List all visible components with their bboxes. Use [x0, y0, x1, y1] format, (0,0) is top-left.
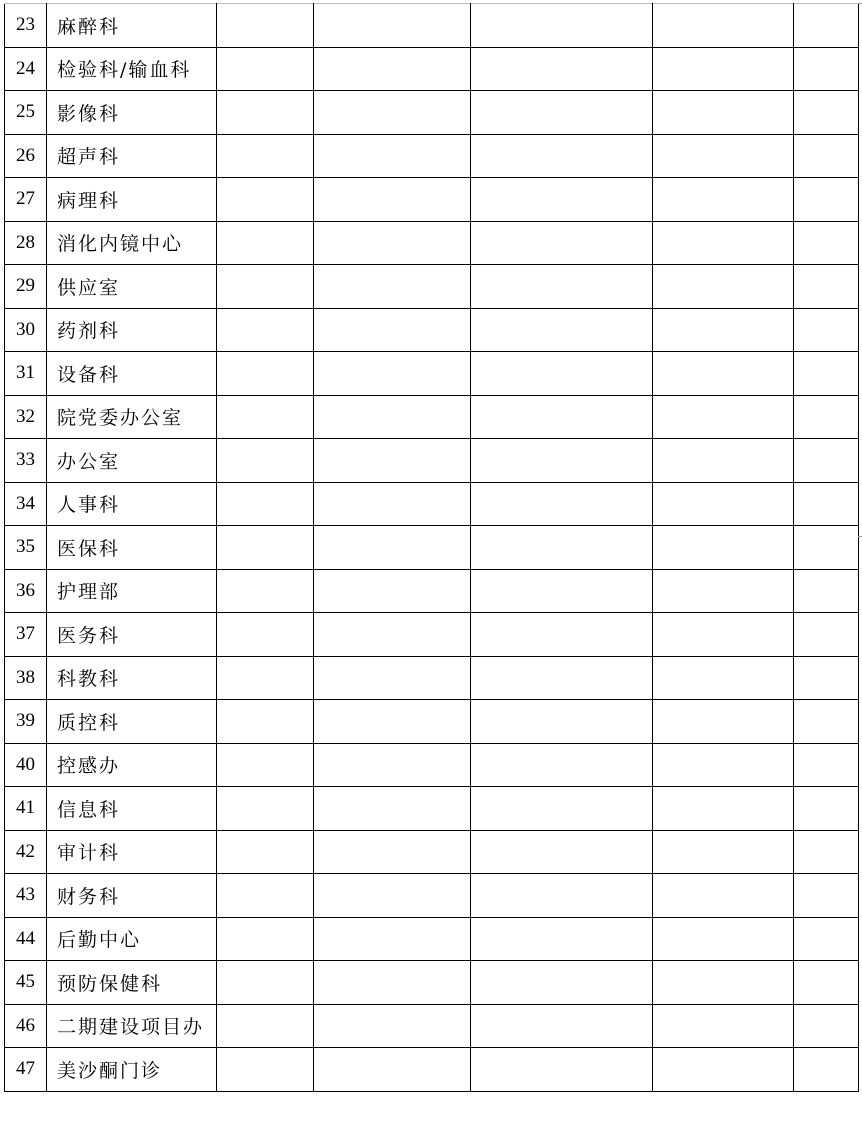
row-number-cell: 30	[5, 308, 47, 352]
empty-cell	[794, 178, 859, 222]
empty-cell	[471, 4, 653, 48]
empty-cell	[471, 1004, 653, 1048]
empty-cell	[794, 439, 859, 483]
empty-cell	[314, 265, 471, 309]
row-number-cell: 36	[5, 569, 47, 613]
empty-cell	[794, 874, 859, 918]
empty-cell	[217, 482, 314, 526]
department-name-cell: 设备科	[47, 352, 217, 396]
row-number-cell: 28	[5, 221, 47, 265]
empty-cell	[653, 395, 794, 439]
department-name-cell: 美沙酮门诊	[47, 1048, 217, 1092]
department-name-cell: 超声科	[47, 134, 217, 178]
table-row	[5, 221, 859, 265]
table-row	[5, 874, 859, 918]
department-name-cell: 影像科	[47, 91, 217, 135]
table-row	[5, 47, 859, 91]
empty-cell	[471, 482, 653, 526]
row-number-cell: 27	[5, 178, 47, 222]
row-number-cell: 40	[5, 743, 47, 787]
table-row	[5, 91, 859, 135]
row-number-cell: 44	[5, 917, 47, 961]
empty-cell	[217, 743, 314, 787]
department-name-cell: 审计科	[47, 830, 217, 874]
empty-cell	[217, 1048, 314, 1092]
empty-cell	[471, 134, 653, 178]
empty-cell	[217, 526, 314, 570]
table-row	[5, 1048, 859, 1092]
row-number-cell: 42	[5, 830, 47, 874]
department-name-cell: 护理部	[47, 569, 217, 613]
empty-cell	[794, 47, 859, 91]
empty-cell	[794, 352, 859, 396]
department-name-cell: 医保科	[47, 526, 217, 570]
empty-cell	[794, 91, 859, 135]
empty-cell	[794, 134, 859, 178]
department-name-cell: 信息科	[47, 787, 217, 831]
department-name-cell: 消化内镜中心	[47, 221, 217, 265]
empty-cell	[794, 656, 859, 700]
empty-cell	[314, 47, 471, 91]
page-edge-mark	[858, 3, 862, 4]
table-row	[5, 178, 859, 222]
department-name-cell: 科教科	[47, 656, 217, 700]
empty-cell	[217, 134, 314, 178]
table-body	[5, 4, 859, 1092]
empty-cell	[471, 91, 653, 135]
row-number-cell: 24	[5, 47, 47, 91]
empty-cell	[314, 482, 471, 526]
empty-cell	[653, 656, 794, 700]
empty-cell	[314, 134, 471, 178]
empty-cell	[217, 4, 314, 48]
empty-cell	[314, 221, 471, 265]
department-name-cell: 麻醉科	[47, 4, 217, 48]
row-number-cell: 23	[5, 4, 47, 48]
empty-cell	[217, 961, 314, 1005]
row-number-cell: 38	[5, 656, 47, 700]
empty-cell	[314, 656, 471, 700]
empty-cell	[653, 830, 794, 874]
row-number-cell: 33	[5, 439, 47, 483]
empty-cell	[314, 352, 471, 396]
table-row	[5, 613, 859, 657]
empty-cell	[314, 830, 471, 874]
empty-cell	[471, 743, 653, 787]
empty-cell	[471, 439, 653, 483]
empty-cell	[471, 874, 653, 918]
empty-cell	[217, 569, 314, 613]
empty-cell	[653, 613, 794, 657]
empty-cell	[314, 700, 471, 744]
table-row	[5, 352, 859, 396]
table-row	[5, 830, 859, 874]
empty-cell	[217, 352, 314, 396]
empty-cell	[653, 700, 794, 744]
empty-cell	[794, 4, 859, 48]
empty-cell	[471, 395, 653, 439]
empty-cell	[794, 308, 859, 352]
department-name-cell: 医务科	[47, 613, 217, 657]
empty-cell	[653, 47, 794, 91]
row-number-cell: 45	[5, 961, 47, 1005]
empty-cell	[314, 526, 471, 570]
empty-cell	[217, 221, 314, 265]
empty-cell	[653, 221, 794, 265]
table-row	[5, 439, 859, 483]
empty-cell	[653, 917, 794, 961]
row-number-cell: 32	[5, 395, 47, 439]
empty-cell	[653, 787, 794, 831]
empty-cell	[217, 439, 314, 483]
row-number-cell: 35	[5, 526, 47, 570]
empty-cell	[314, 917, 471, 961]
table-row	[5, 656, 859, 700]
empty-cell	[314, 874, 471, 918]
empty-cell	[314, 743, 471, 787]
table-row	[5, 917, 859, 961]
empty-cell	[794, 961, 859, 1005]
empty-cell	[471, 961, 653, 1005]
department-name-cell: 质控科	[47, 700, 217, 744]
empty-cell	[471, 221, 653, 265]
empty-cell	[471, 569, 653, 613]
empty-cell	[653, 526, 794, 570]
empty-cell	[471, 526, 653, 570]
department-name-cell: 后勤中心	[47, 917, 217, 961]
empty-cell	[794, 613, 859, 657]
table-row	[5, 395, 859, 439]
table-row	[5, 569, 859, 613]
department-name-cell: 人事科	[47, 482, 217, 526]
empty-cell	[217, 787, 314, 831]
empty-cell	[217, 874, 314, 918]
empty-cell	[314, 613, 471, 657]
empty-cell	[314, 787, 471, 831]
empty-cell	[314, 1048, 471, 1092]
empty-cell	[653, 961, 794, 1005]
empty-cell	[794, 395, 859, 439]
empty-cell	[314, 961, 471, 1005]
department-name-cell: 检验科/输血科	[47, 47, 217, 91]
empty-cell	[217, 830, 314, 874]
empty-cell	[471, 656, 653, 700]
department-name-cell: 药剂科	[47, 308, 217, 352]
row-number-cell: 41	[5, 787, 47, 831]
empty-cell	[653, 178, 794, 222]
empty-cell	[653, 1004, 794, 1048]
empty-cell	[794, 482, 859, 526]
empty-cell	[314, 91, 471, 135]
table-row	[5, 700, 859, 744]
empty-cell	[314, 308, 471, 352]
empty-cell	[653, 439, 794, 483]
table-row	[5, 526, 859, 570]
empty-cell	[471, 352, 653, 396]
empty-cell	[653, 743, 794, 787]
department-name-cell: 二期建设项目办	[47, 1004, 217, 1048]
empty-cell	[217, 47, 314, 91]
empty-cell	[653, 91, 794, 135]
empty-cell	[217, 700, 314, 744]
table-row	[5, 265, 859, 309]
empty-cell	[314, 395, 471, 439]
empty-cell	[471, 917, 653, 961]
empty-cell	[653, 4, 794, 48]
table-row	[5, 743, 859, 787]
empty-cell	[471, 700, 653, 744]
row-number-cell: 31	[5, 352, 47, 396]
row-number-cell: 26	[5, 134, 47, 178]
table-row	[5, 308, 859, 352]
empty-cell	[653, 569, 794, 613]
empty-cell	[794, 265, 859, 309]
empty-cell	[471, 47, 653, 91]
empty-cell	[794, 743, 859, 787]
row-number-cell: 47	[5, 1048, 47, 1092]
department-name-cell: 病理科	[47, 178, 217, 222]
empty-cell	[471, 830, 653, 874]
page-edge-mark	[858, 536, 862, 537]
empty-cell	[653, 352, 794, 396]
row-number-cell: 37	[5, 613, 47, 657]
empty-cell	[794, 917, 859, 961]
empty-cell	[794, 1048, 859, 1092]
empty-cell	[217, 613, 314, 657]
empty-cell	[314, 1004, 471, 1048]
empty-cell	[314, 569, 471, 613]
table-row	[5, 1004, 859, 1048]
table-row	[5, 482, 859, 526]
empty-cell	[653, 265, 794, 309]
empty-cell	[653, 482, 794, 526]
department-name-cell: 财务科	[47, 874, 217, 918]
table-row	[5, 4, 859, 48]
empty-cell	[471, 178, 653, 222]
empty-cell	[217, 308, 314, 352]
row-number-cell: 43	[5, 874, 47, 918]
table-row	[5, 961, 859, 1005]
empty-cell	[471, 787, 653, 831]
department-name-cell: 预防保健科	[47, 961, 217, 1005]
empty-cell	[471, 1048, 653, 1092]
empty-cell	[471, 613, 653, 657]
empty-cell	[653, 134, 794, 178]
empty-cell	[794, 830, 859, 874]
row-number-cell: 39	[5, 700, 47, 744]
empty-cell	[471, 308, 653, 352]
table-row	[5, 134, 859, 178]
empty-cell	[794, 1004, 859, 1048]
empty-cell	[314, 439, 471, 483]
empty-cell	[217, 265, 314, 309]
empty-cell	[217, 395, 314, 439]
department-name-cell: 办公室	[47, 439, 217, 483]
empty-cell	[794, 569, 859, 613]
table-row	[5, 787, 859, 831]
empty-cell	[471, 265, 653, 309]
row-number-cell: 29	[5, 265, 47, 309]
empty-cell	[217, 91, 314, 135]
department-table	[4, 3, 859, 1092]
empty-cell	[217, 1004, 314, 1048]
empty-cell	[217, 917, 314, 961]
empty-cell	[794, 221, 859, 265]
empty-cell	[794, 700, 859, 744]
empty-cell	[653, 874, 794, 918]
empty-cell	[794, 526, 859, 570]
department-name-cell: 院党委办公室	[47, 395, 217, 439]
row-number-cell: 34	[5, 482, 47, 526]
row-number-cell: 46	[5, 1004, 47, 1048]
empty-cell	[653, 1048, 794, 1092]
empty-cell	[217, 178, 314, 222]
department-name-cell: 控感办	[47, 743, 217, 787]
empty-cell	[653, 308, 794, 352]
empty-cell	[314, 4, 471, 48]
row-number-cell: 25	[5, 91, 47, 135]
empty-cell	[217, 656, 314, 700]
empty-cell	[314, 178, 471, 222]
department-name-cell: 供应室	[47, 265, 217, 309]
empty-cell	[794, 787, 859, 831]
